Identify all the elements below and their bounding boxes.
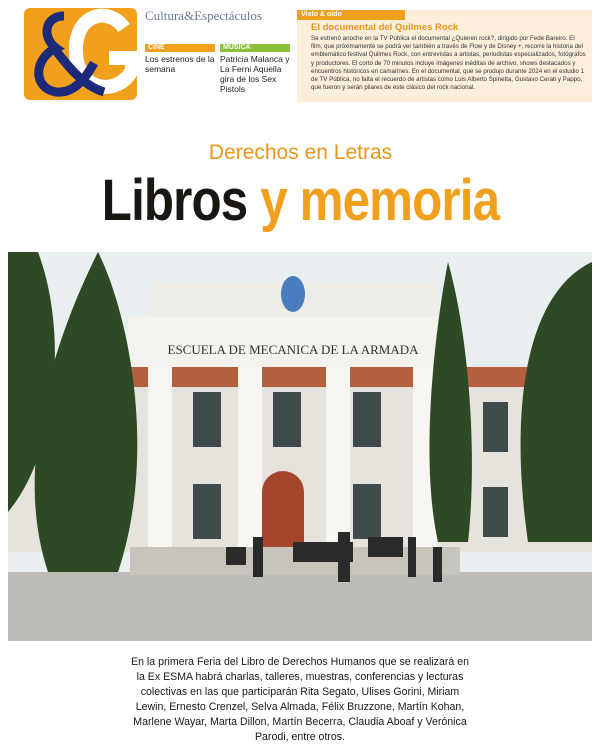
article-body: En la primera Feria del Libro de Derechos Humanos que se realizará en la Ex ESMA habrá charlas, talleres, muestras, conferencias y lecturas colectivas en las que participarán Rita Segato, Ulises Gorini, Miriam Lewin, Ernesto Crenzel, Selva Almada, Félix Bruzzone, Martín Kohan, Marlene Wayar, Marta Dillon, Martín Becerra, Claudia Aboaf y Verónica Parodi, entre otros. <box>131 656 469 743</box>
title-part2: y memoria <box>260 168 500 233</box>
section-logo <box>24 8 137 100</box>
category-label: MUSICA <box>220 44 290 52</box>
category-label: CINE <box>145 44 215 52</box>
article-kicker: Derechos en Letras <box>208 141 393 164</box>
sidebar-body: Se estrenó anoche en la TV Pública el documental ¿Quieren rock?, dirigido por Fede Bareiro. El film, que próximamente se podrá ver también a través de Flow y de Disney +, recorre la historia del emblemático festival Quilmes Rock, con entrevistas a artistas, periodistas especializados, fotógrafos y productores. El corto de 70 minutos incluye imágenes inéditas de archivo, shows destacados y encuentros históricos en camarines. En el documental, que se produjo durante 2024 en el estudio 1 de TV Pública, no falta el recuerdo de artistas como Luis Alberto Spinetta, Gustavo Cerati y Pappo, que fueron y serán pilares de este clásico del rock nacional. <box>311 35 586 92</box>
category-text: Patricia Malanca y La Ferni Aquella gira de los Sex Pistols <box>220 54 290 94</box>
sidebar-box <box>297 10 592 102</box>
article-title <box>45 170 556 232</box>
sidebar-title: El documental del Quilmes Rock <box>311 22 459 33</box>
section-title: Cultura&Espectáculos <box>145 8 262 23</box>
category-musica[interactable] <box>220 44 290 94</box>
sidebar-tab: Visto & oído <box>297 10 405 20</box>
photo-sign: ESCUELA DE MECANICA DE LA ARMADA <box>167 342 419 357</box>
article-photo <box>8 252 592 641</box>
category-cine[interactable] <box>145 44 215 74</box>
title-part1: Libros <box>101 168 248 233</box>
category-text: Los estrenos de la semana <box>145 54 215 74</box>
